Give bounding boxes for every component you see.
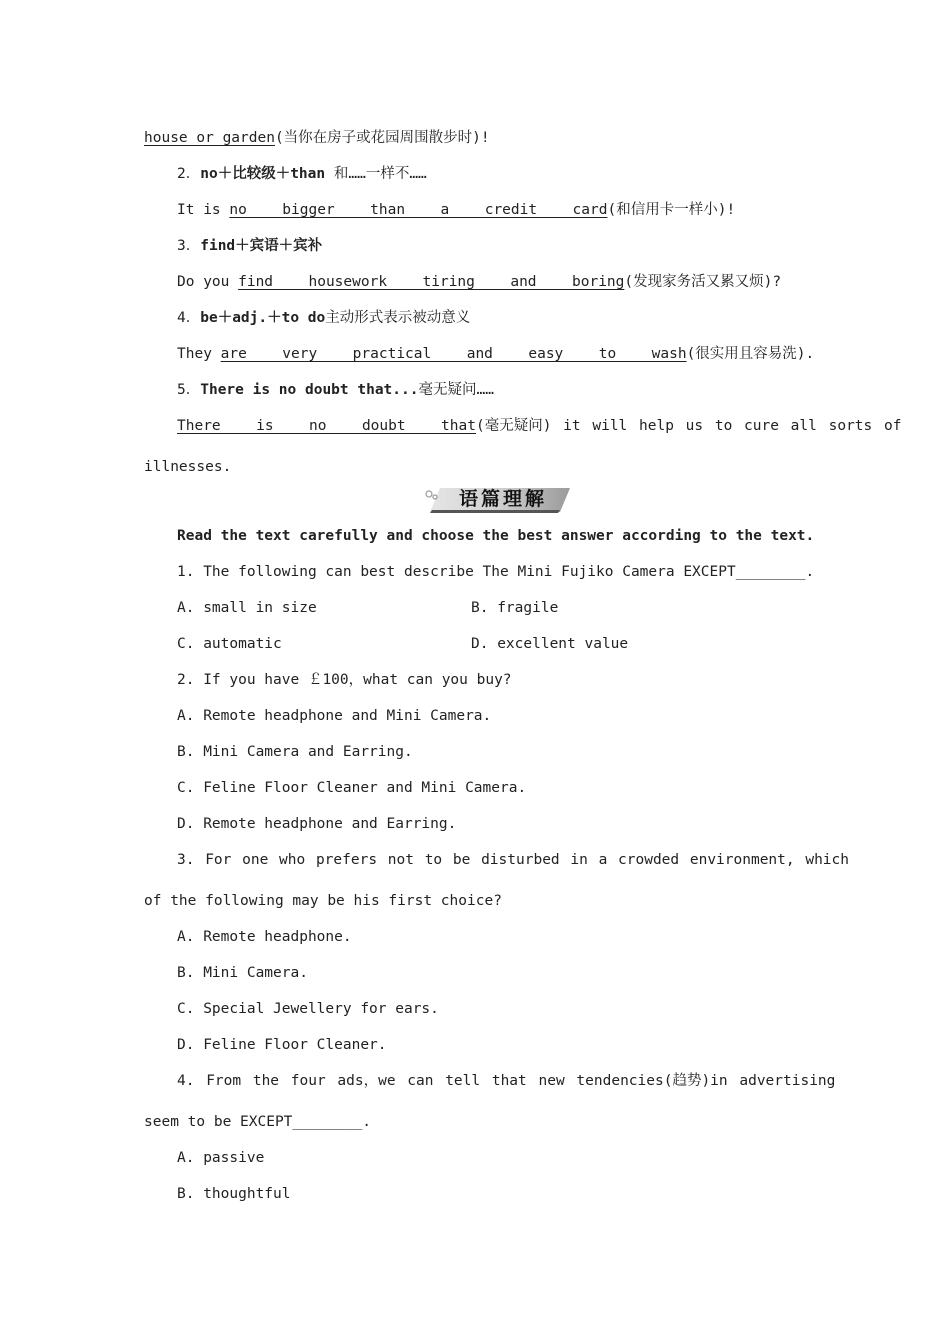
option-a: A. small in size [177,600,317,616]
phrase-meaning: 主动形式表示被动意义 [325,310,471,326]
question-4-stem-continued: seem to be EXCEPT________. [144,1114,371,1130]
item-number: 3． [177,238,201,254]
item-number: 4． [177,310,201,326]
phrase-pattern: find＋宾语＋宾补 [200,238,323,254]
item-number: 5． [177,382,201,398]
phrase-heading-3 [177,236,322,256]
example-prefix: Do you [177,274,239,290]
question-4-option-a: A. passive [177,1150,265,1166]
phrase-translation: (当你在房子或花园周围散步时)! [274,130,490,146]
phrase-answer: no bigger than a credit card [229,202,608,218]
phrase-answer: There is no doubt that [177,418,476,434]
question-3-option-c: C. Special Jewellery for ears. [177,1001,439,1017]
phrase-answer: house or garden [144,130,275,146]
question-2-option-d: D. Remote headphone and Earring. [177,816,457,832]
instruction: Read the text carefully and choose the best answer according to the text. [177,528,815,544]
phrase-example-5 [177,416,901,436]
phrase-answer: are very practical and easy to wash [220,346,687,362]
phrase-example-walking [144,128,490,148]
phrase-translation: (很实用且容易洗). [686,346,815,362]
phrase-example-2 [177,200,735,220]
option-d: D. excellent value [471,636,629,652]
phrase-pattern: There is no doubt that... [200,382,419,398]
question-2-option-a: A. Remote headphone and Mini Camera. [177,708,492,724]
question-2-stem: 2. If you have ￡100，what can you buy? [177,672,512,688]
question-1-options-row1 [177,598,777,618]
example-prefix: It is [177,202,230,218]
question-4-option-b: B. thoughtful [177,1186,291,1202]
phrase-pattern: be＋adj.＋to do [200,310,326,326]
question-1-stem: 1. The following can best describe The Mini Fujiko Camera EXCEPT________. [177,564,815,580]
question-3-option-a: A. Remote headphone. [177,929,352,945]
phrase-translation: (毫无疑问) it will help us to cure all sorts of [475,418,902,434]
example-prefix: They [177,346,221,362]
question-3-option-d: D. Feline Floor Cleaner. [177,1037,387,1053]
section-title: 语篇理解 [458,488,547,510]
phrase-heading-2 [177,164,427,184]
phrase-example-5-continued: illnesses. [144,459,232,475]
section-banner [420,484,570,514]
option-c: C. automatic [177,636,282,652]
phrase-answer: find housework tiring and boring [238,274,625,290]
item-number: 2． [177,166,201,182]
phrase-example-3 [177,272,781,292]
phrase-heading-5 [177,380,494,400]
question-1-options-row2 [177,634,777,654]
phrase-pattern: no＋比较级＋than [200,166,326,182]
question-3-option-b: B. Mini Camera. [177,965,308,981]
question-3-stem: 3. For one who prefers not to be disturbed in a crowded environment, which [177,852,850,868]
question-2-option-c: C. Feline Floor Cleaner and Mini Camera. [177,780,527,796]
phrase-translation: (和信用卡一样小)! [607,202,736,218]
option-b: B. fragile [471,600,559,616]
phrase-heading-4 [177,308,470,328]
phrase-meaning: 和……一样不…… [325,166,427,182]
phrase-meaning: 毫无疑问…… [418,382,494,398]
phrase-example-4 [177,344,814,364]
question-3-stem-continued: of the following may be his first choice? [144,893,502,909]
question-4-stem: 4. From the four ads，we can tell that new tendencies(趋势)in advertising [177,1073,836,1089]
phrase-translation: (发现家务活又累又烦)? [624,274,782,290]
question-2-option-b: B. Mini Camera and Earring. [177,744,413,760]
